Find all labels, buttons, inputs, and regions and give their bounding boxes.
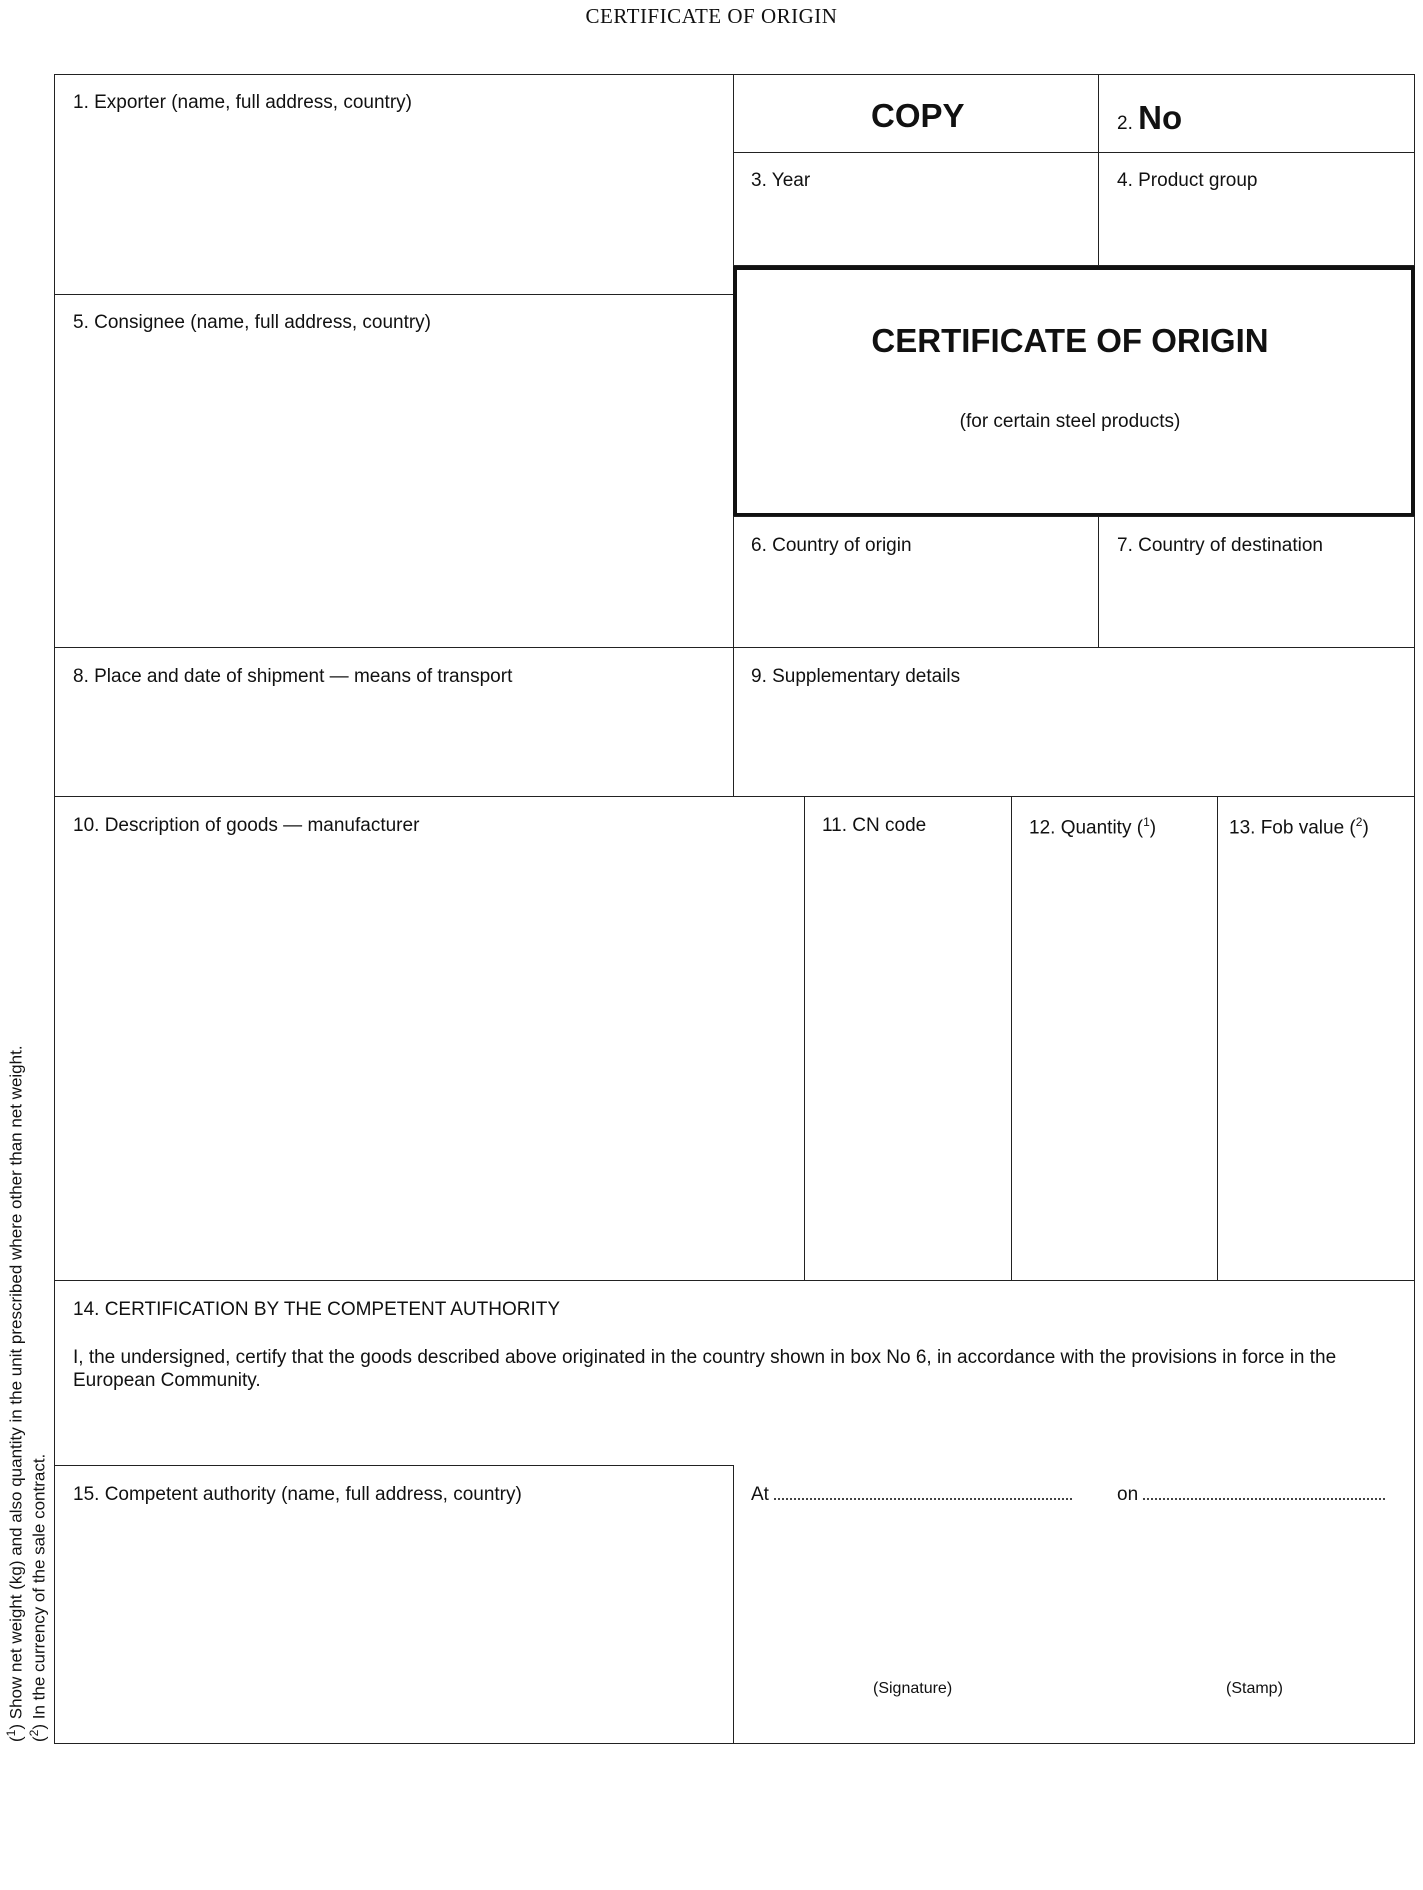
fob-footnote-ref: 2 (1355, 815, 1363, 829)
product-group-label: 4. Product group (1117, 170, 1258, 191)
stamp-label: (Stamp) (1226, 1680, 1283, 1697)
shipment-label: 8. Place and date of shipment — means of transport (73, 666, 513, 687)
certification-text: I, the undersigned, certify that the goods described above originated in the country shown in box No 6, in accordance with the provisions in force in the European Community. (73, 1347, 1337, 1391)
quantity-box[interactable] (1011, 796, 1218, 1281)
year-label: 3. Year (751, 170, 811, 191)
certificate-title-box (733, 266, 1415, 517)
copy-label: COPY (871, 97, 965, 134)
footnote-2: ($^2$) In the currency of the sale contract. (27, 1453, 49, 1742)
footnote-1: ($^1$) Show net weight (kg) and also quantity in the unit prescribed where other than net weight. (4, 1045, 26, 1742)
fob-text: 13. Fob value ( (1229, 817, 1356, 839)
on-label: on (1117, 1484, 1139, 1505)
at-field[interactable] (751, 1484, 1072, 1506)
fob-value-box[interactable] (1217, 796, 1415, 1281)
supplementary-label: 9. Supplementary details (751, 666, 961, 687)
consignee-box[interactable] (54, 294, 734, 648)
description-box[interactable] (54, 796, 805, 1281)
consignee-label: 5. Consignee (name, full address, country) (73, 312, 432, 333)
country-destination-label: 7. Country of destination (1117, 535, 1323, 556)
on-dotted-line (1143, 1484, 1385, 1500)
page-title: CERTIFICATE OF ORIGIN (585, 4, 838, 28)
description-label: 10. Description of goods — manufacturer (73, 815, 420, 836)
at-dotted-line (774, 1484, 1072, 1500)
footnote-1-ref: 1 (4, 1729, 18, 1737)
certificate-subtitle: (for certain steel products) (959, 411, 1181, 432)
footnote-1-text: Show net weight (kg) and also quantity in the unit prescribed where other than net weight. (6, 1045, 26, 1720)
competent-authority-box[interactable] (54, 1465, 734, 1744)
cn-code-box[interactable] (804, 796, 1012, 1281)
footnote-2-ref: 2 (27, 1729, 41, 1737)
on-field[interactable] (1117, 1484, 1385, 1506)
cn-code-label: 11. CN code (822, 815, 927, 836)
certification-heading: 14. CERTIFICATION BY THE COMPETENT AUTHORITY (73, 1299, 561, 1320)
signature-label: (Signature) (873, 1680, 953, 1697)
exporter-label: 1. Exporter (name, full address, country) (73, 92, 412, 113)
country-origin-label: 6. Country of origin (751, 535, 912, 556)
certificate-title: CERTIFICATE OF ORIGIN (871, 322, 1269, 359)
footnote-2-text: In the currency of the sale contract. (29, 1453, 49, 1720)
number-value: No (1138, 99, 1183, 136)
fob-value-label: 13. Fob value ($^2$) (1229, 815, 1369, 839)
at-label: At (751, 1484, 769, 1505)
quantity-footnote-ref: 1 (1143, 815, 1150, 829)
competent-authority-label: 15. Competent authority (name, full address, country) (73, 1484, 522, 1505)
quantity-text: 12. Quantity ( (1029, 817, 1144, 839)
number-prefix: 2. (1117, 113, 1133, 134)
number-label (1117, 99, 1182, 137)
quantity-label: 12. Quantity ($^1$) (1029, 815, 1157, 839)
